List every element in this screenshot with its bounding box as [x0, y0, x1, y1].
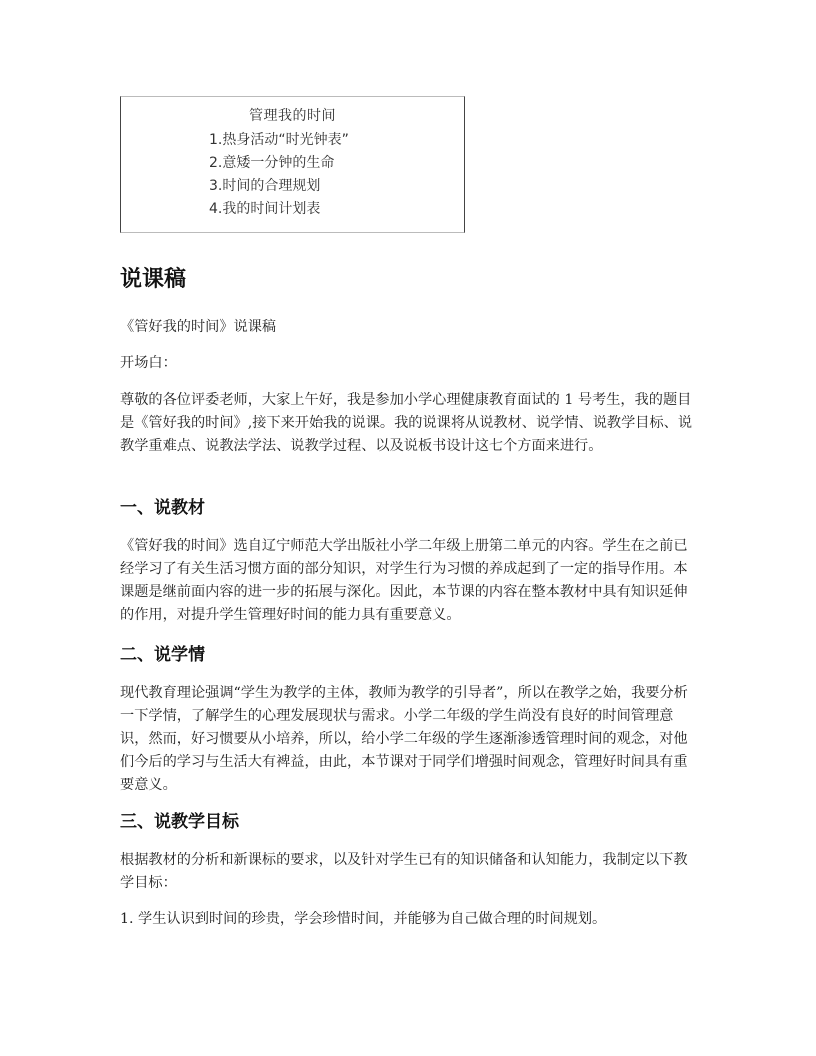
objective-item-1: 1. 学生认识到时间的珍贵，学会珍惜时间，并能够为自己做合理的时间规划。 — [120, 911, 607, 927]
board-item-1: 1.热身活动“时光钟表” — [209, 132, 349, 148]
section-heading-objectives: 三、说教学目标 — [120, 812, 239, 832]
section-paragraph-textbook: 《管好我的时间》选自辽宁师范大学出版社小学二年级上册第二单元的内容。学生在之前已经学习了有关生活习惯方面的部分知识，对学生行为习惯的养成起到了一定的指导作用。本课题是继前面内容的进一步的拓展与深化。因此，本节课的内容在整本教材中具有知识延伸的作用，对提升学生管理好时间的能力具有重要意义。 — [120, 538, 688, 623]
board-item-4: 4.我的时间计划表 — [209, 201, 321, 217]
page-title: 说课稿 — [120, 267, 187, 292]
document-title: 《管好我的时间》说课稿 — [120, 319, 277, 335]
section-paragraph-objectives: 根据教材的分析和新课标的要求，以及针对学生已有的知识储备和认知能力，我制定以下教学目标： — [120, 852, 688, 891]
board-item-2: 2.意矮一分钟的生命 — [209, 155, 335, 171]
board-title: 管理我的时间 — [249, 108, 336, 124]
section-paragraph-students: 现代教育理论强调“学生为教学的主体，教师为教学的引导者”，所以在教学之始，我要分析一下学情，了解学生的心理发展现状与需求。小学二年级的学生尚没有良好的时间管理意识，然而，好习惯要从小培养，所以，给小学二年级的学生逐渐渗透管理时间的观念，对他们今后的学习与生活大有裨益，由此，本节课对于同学们增强时间观念，管理好时间具有重要意义。 — [120, 685, 688, 793]
opening-paragraph: 尊敬的各位评委老师，大家上午好，我是参加小学心理健康教育面试的 1 号考生，我的题目是《管好我的时间》,接下来开始我的说课。我的说课将从说教材、说学情、说教学目标、说教学重难点、说教法学法、说教学过程、以及说板书设计这七个方面来进行。 — [120, 392, 693, 454]
section-heading-students: 二、说学情 — [120, 645, 205, 665]
opening-label: 开场白： — [120, 355, 177, 371]
board-item-3: 3.时间的合理规划 — [209, 178, 321, 194]
blackboard-design-box — [120, 96, 465, 233]
section-heading-textbook: 一、说教材 — [120, 498, 205, 518]
